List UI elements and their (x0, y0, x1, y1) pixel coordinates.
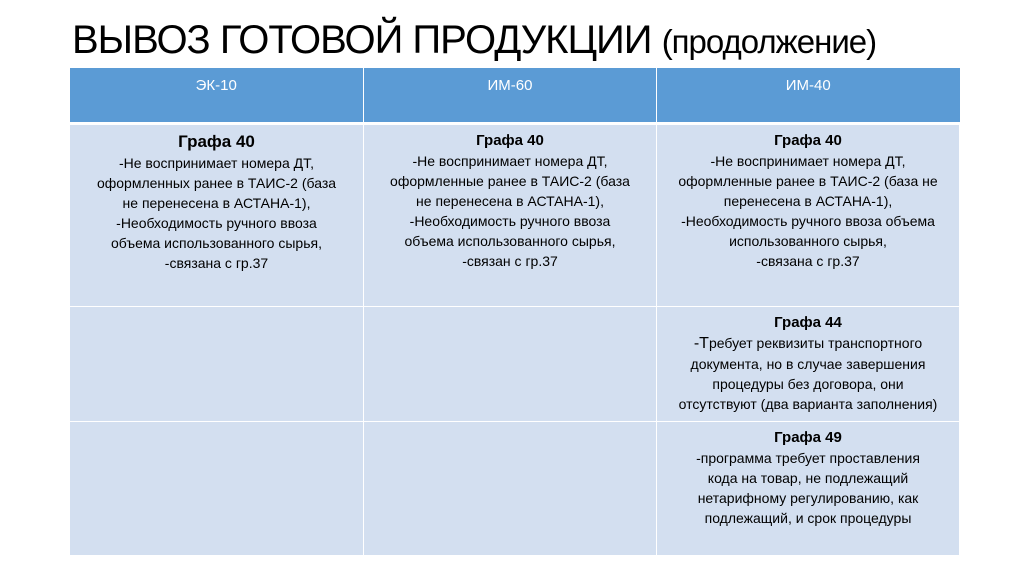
cell-text: -Не воспринимает номера ДТ, оформленные ранее в ТАИС-2 (база не перенесена в АСТАНА-1), -Необходимость ручного ввоза объема использованного сырья, -связан с гр.37 (390, 152, 630, 269)
cell-heading: Графа 40 (476, 131, 544, 149)
cell-text: -программа требует проставления кода на товар, не подлежащий нетарифному регулированию, как подлежащий, и срок процедуры (696, 449, 920, 526)
table-cell-im40-grafa49 (657, 421, 960, 555)
cell-text-rest: ребует реквизиты транспортного документа, но в случае завершения процедуры без договора, они отсутствуют (два варианта заполнения) (678, 334, 938, 412)
table-header-row (70, 68, 960, 123)
column-header-im60: ИМ-60 (364, 68, 657, 123)
table-cell-empty (364, 421, 657, 555)
cell-heading: Графа 44 (774, 313, 842, 331)
column-header-im40: ИМ-40 (657, 68, 960, 123)
cell-text (663, 333, 953, 414)
table-cell-ek10-grafa40 (70, 123, 364, 306)
table-row (70, 421, 960, 555)
cell-text: -Не воспринимает номера ДТ, оформленных ранее в ТАИС-2 (база не перенесена в АСТАНА-1), -Необходимость ручного ввоза объема использованного сырья, -связана с гр.37 (96, 154, 337, 271)
table-cell-empty (364, 306, 657, 421)
comparison-table (69, 68, 960, 556)
table-cell-empty (70, 421, 364, 555)
table-cell-im60-grafa40 (364, 123, 657, 306)
table-cell-im40-grafa44 (657, 306, 960, 421)
column-header-ek10: ЭК-10 (70, 68, 364, 123)
table-cell-empty (70, 306, 364, 421)
slide-title-sub: (продолжение) (661, 23, 877, 60)
slide-title-main: ВЫВОЗ ГОТОВОЙ ПРОДУКЦИИ (72, 18, 652, 62)
cell-text-lead: -Т (693, 334, 709, 352)
cell-heading: Графа 49 (774, 428, 842, 446)
cell-heading: Графа 40 (774, 131, 842, 149)
table-row (70, 306, 960, 421)
cell-text: -Не воспринимает номера ДТ, оформленные ранее в ТАИС-2 (база не перенесена в АСТАНА-1), -Необходимость ручного ввоза объема использованного сырья, -связана с гр.37 (678, 152, 938, 269)
slide-title (72, 14, 972, 66)
table-cell-im40-grafa40 (657, 123, 960, 306)
cell-heading: Графа 40 (178, 131, 255, 151)
table-row (70, 123, 960, 306)
